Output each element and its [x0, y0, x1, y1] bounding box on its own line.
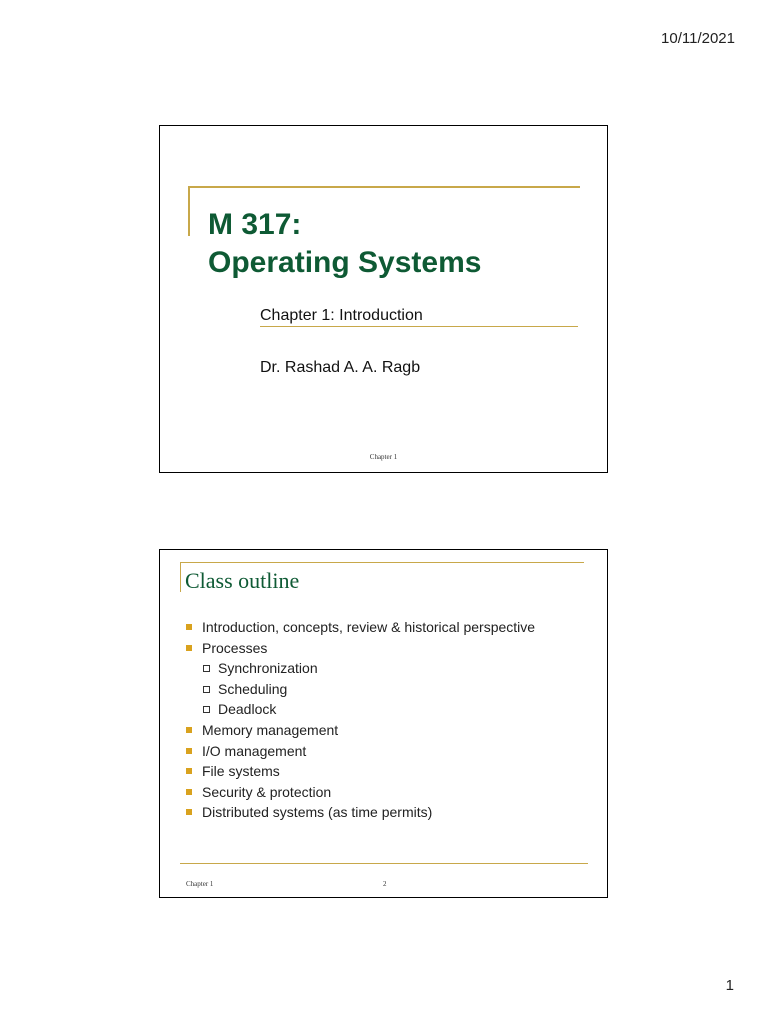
hollow-square-bullet-icon [203, 706, 210, 713]
hollow-square-bullet-icon [203, 665, 210, 672]
page-date: 10/11/2021 [661, 30, 735, 47]
list-item-text: Security & protection [202, 783, 332, 800]
list-item-text: Deadlock [218, 701, 277, 718]
slide-2 [159, 549, 608, 898]
author-name: Dr. Rashad A. A. Ragb [260, 359, 421, 376]
course-name: Operating Systems [208, 246, 482, 279]
list-item-text: Introduction, concepts, review & historical perspective [202, 619, 536, 635]
title-accent-line [188, 186, 580, 188]
chapter-subtitle: Chapter 1: Introduction [260, 307, 423, 324]
square-bullet-icon [186, 645, 192, 651]
list-item-text: Memory management [202, 721, 339, 738]
list-item-text: I/O management [202, 742, 307, 759]
square-bullet-icon [186, 624, 192, 630]
list-item [186, 782, 535, 803]
list-item-text: File systems [202, 763, 280, 780]
subtitle-underline [260, 326, 578, 327]
title-accent-line [180, 562, 584, 563]
slide-number: 2 [383, 880, 387, 888]
list-item [186, 741, 535, 762]
slide-footer: Chapter 1 [369, 453, 398, 461]
list-item [186, 617, 535, 638]
course-code: M 317: [208, 208, 302, 241]
list-item-text: Processes [202, 639, 268, 656]
slide-1 [159, 125, 608, 473]
sub-list-item [186, 679, 535, 700]
class-outline-list [186, 617, 535, 823]
page-number: 1 [725, 977, 734, 994]
list-item [186, 761, 535, 782]
square-bullet-icon [186, 748, 192, 754]
title-accent-vertical-line [188, 186, 190, 236]
footer-accent-line [180, 863, 588, 864]
sub-list-item [186, 699, 535, 720]
title-accent-vertical-line [180, 562, 181, 592]
list-item-text: Synchronization [218, 660, 318, 677]
slide-title: Class outline [185, 568, 300, 593]
list-item [186, 638, 535, 659]
square-bullet-icon [186, 789, 192, 795]
list-item [186, 802, 535, 823]
slide-title [208, 206, 481, 282]
list-item-text: Scheduling [218, 680, 288, 697]
hollow-square-bullet-icon [203, 686, 210, 693]
slide-footer: Chapter 1 [186, 880, 214, 888]
list-item [186, 720, 535, 741]
list-item-text: Distributed systems (as time permits) [202, 804, 433, 821]
square-bullet-icon [186, 727, 192, 733]
square-bullet-icon [186, 809, 192, 815]
square-bullet-icon [186, 768, 192, 774]
sub-list-item [186, 658, 535, 679]
